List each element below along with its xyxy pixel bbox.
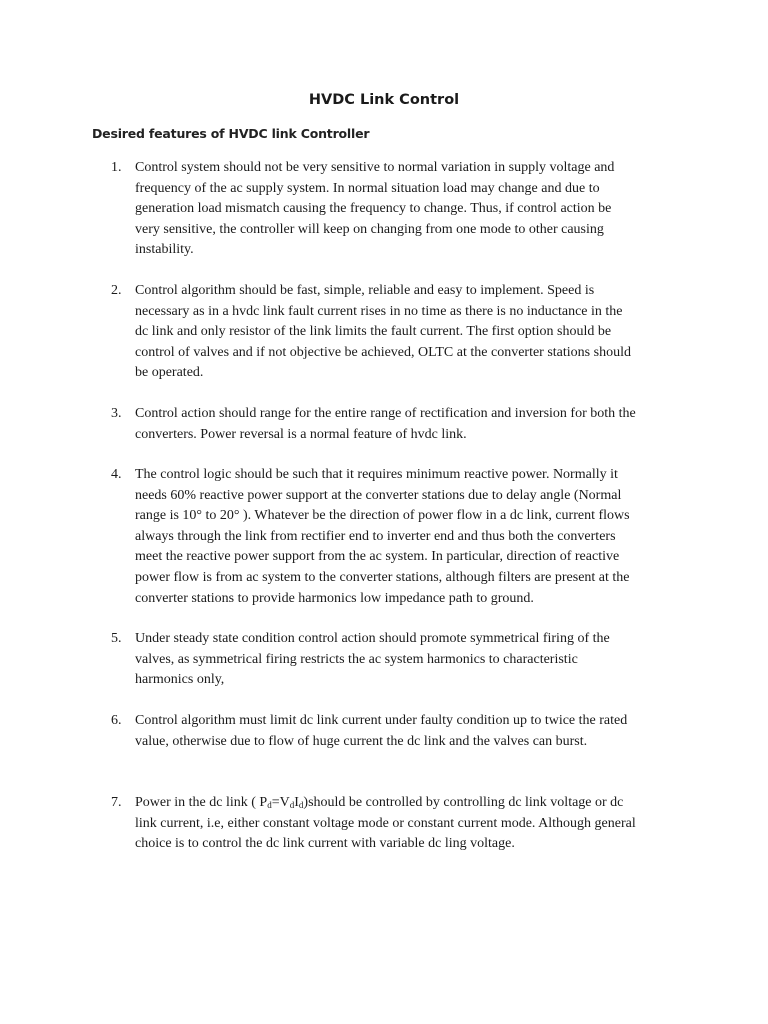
text-line: necessary as in a hvdc link fault current rises in no time as there is no inductance in the (135, 303, 623, 319)
list-item-number: 7. (111, 795, 122, 810)
text-line: always through the link from rectifier end to inverter end and thus both the converters (135, 528, 616, 544)
list-item-number: 5. (111, 631, 122, 646)
formula-text: )should be controlled by controlling dc link voltage or dc (303, 795, 624, 810)
text-line: needs 60% reactive power support at the converter stations due to delay angle (Normal (135, 487, 622, 503)
text-line: Control system should not be very sensitive to normal variation in supply voltage and (135, 160, 615, 175)
formula-text: I (294, 795, 299, 810)
section-heading: Desired features of HVDC link Controller (92, 126, 370, 141)
text-line: value, otherwise due to flow of huge current the dc link and the valves can burst. (135, 733, 588, 749)
text-line: control of valves and if not objective be achieved, OLTC at the converter stations should (135, 344, 631, 360)
page-title: HVDC Link Control (308, 92, 460, 108)
subscript: d (298, 800, 304, 810)
list-item-number: 1. (111, 160, 122, 175)
formula-text: Power in the dc link ( P (135, 795, 268, 810)
text-line: Control algorithm must limit dc link current under faulty condition up to twice the rated (135, 713, 628, 728)
formula-text: =V (271, 795, 290, 810)
text-line: converter stations to provide harmonics low impedance path to ground. (135, 590, 534, 606)
subscript: d (289, 800, 295, 810)
text-line: generation load mismatch causing the frequency to change. Thus, if control action be (135, 201, 612, 217)
list-item-text (135, 404, 680, 445)
text-line: choice is to control the dc link current with variable dc ling voltage. (135, 836, 515, 852)
text-line-formula (135, 793, 680, 814)
text-line: Control action should range for the entire range of rectification and inversion for both the (135, 406, 636, 421)
list-item-number: 6. (111, 713, 122, 728)
list-item-text (135, 711, 680, 752)
text-line: The control logic should be such that it requires minimum reactive power. Normally it (135, 467, 618, 482)
list-item-text (135, 793, 680, 855)
list-item-number: 2. (111, 283, 122, 298)
text-line: very sensitive, the controller will keep on changing from one mode to other causing (135, 221, 604, 237)
text-line: dc link and only resistor of the link limits the fault current. The first option should be (135, 324, 612, 340)
subscript: d (267, 800, 272, 810)
text-line: converters. Power reversal is a normal feature of hvdc link. (135, 426, 467, 442)
list-item-text (135, 629, 680, 691)
text-line: power flow is from ac system to the converter stations, although filters are present at the (135, 569, 630, 585)
text-line: link current, i.e, either constant voltage mode or constant current mode. Although general (135, 815, 636, 831)
text-line: frequency of the ac supply system. In normal situation load may change and due to (135, 180, 600, 196)
text-line: meet the reactive power support from the ac system. In particular, direction of reactive (135, 549, 620, 565)
list-item-text (135, 281, 680, 384)
text-line: Under steady state condition control action should promote symmetrical firing of the (135, 631, 610, 646)
text-line: Control algorithm should be fast, simple, reliable and easy to implement. Speed is (135, 283, 595, 298)
text-line: range is 10° to 20° ). Whatever be the direction of power flow in a dc link, current flows (135, 508, 630, 524)
list-item-text (135, 158, 680, 261)
text-line: harmonics only, (135, 672, 225, 688)
text-line: valves, as symmetrical firing restricts the ac system harmonics to characteristic (135, 651, 578, 667)
text-line: be operated. (135, 365, 204, 381)
list-item-number: 3. (111, 406, 122, 421)
text-line: instability. (135, 242, 194, 258)
list-item-number: 4. (111, 467, 122, 482)
list-item-text (135, 465, 680, 609)
